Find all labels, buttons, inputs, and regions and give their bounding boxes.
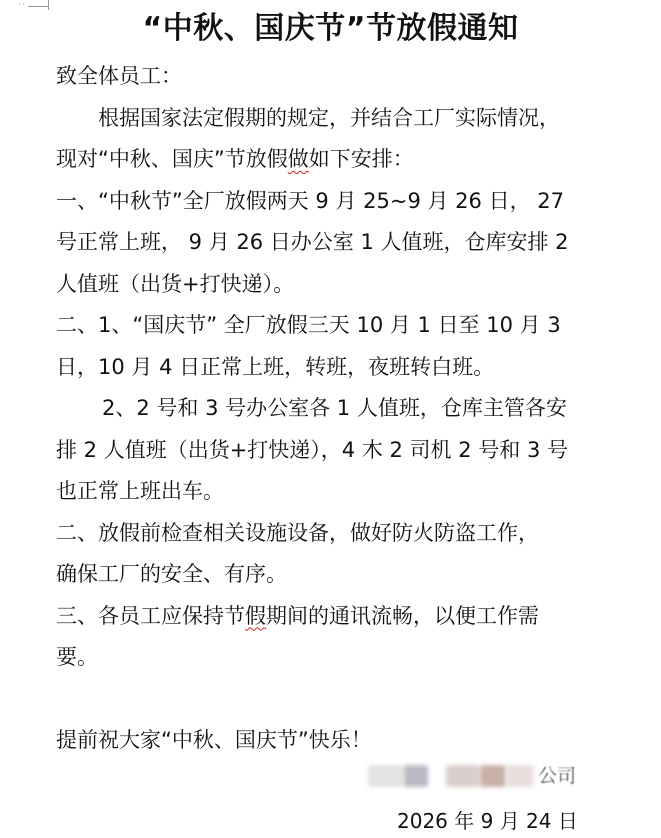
item4-line-2[interactable]: 要。 [56,645,98,669]
closing-greeting[interactable]: 提前祝大家“中秋、国庆节”快乐！ [56,728,372,752]
item1-line-2[interactable]: 号正常上班， 9 月 26 日办公室 1 人值班，仓库安排 2 [56,230,569,254]
redacted-company-name [446,765,480,787]
blank-line [56,679,616,721]
item4-line-1[interactable] [56,596,616,638]
redacted-company-name [506,765,534,787]
intro-text-a: 现对“中秋、国庆”节放假 [56,147,288,171]
intro-line-1[interactable]: 根据国家法定假期的规定，并结合工厂实际情况， [98,105,560,130]
spellcheck-flagged-word[interactable]: 做 [287,147,309,171]
document-body[interactable] [56,56,616,762]
company-name-tail: 公司 [538,765,577,787]
notice-title[interactable]: “中秋、国庆节”节放假通知 [142,11,519,46]
item4-text-a: 三、各员工应保持节 [56,603,245,628]
notice-date[interactable]: 2026 年 9 月 24 日 [397,809,578,833]
item1-line-1[interactable]: 一、“中秋节”全厂放假两天 9 月 25~9 月 26 日， 27 [56,188,564,213]
greeting[interactable]: 致全体员工： [56,64,182,88]
item2b-line-3[interactable]: 也正常上班出车。 [56,479,224,503]
margin-guide-horizontal [28,6,48,7]
item4-text-b: 期间的通讯流畅，以便工作需 [266,603,539,628]
item2b-line-1[interactable]: 2、2 号和 3 号办公室各 1 人值班，仓库主管各安 [102,396,567,420]
item3-line-1[interactable]: 二、放假前检查相关设施设备，做好防火防盗工作， [56,520,539,545]
spellcheck-flagged-word[interactable]: 假 [245,603,266,628]
page-corner-marks: ·· [18,0,26,10]
item2-line-2[interactable]: 日，10 月 4 日正常上班，转班，夜班转白班。 [56,354,495,379]
redacted-company-name [404,765,428,787]
company-signature[interactable] [368,761,608,791]
item1-line-3[interactable]: 人值班（出货+打快递）。 [56,271,295,296]
intro-line-2[interactable] [56,139,616,181]
intro-text-b: 如下安排： [308,147,414,171]
item2b-line-2[interactable]: 排 2 人值班（出货+打快递），4 木 2 司机 2 号和 3 号 [56,437,568,462]
item2-line-1[interactable]: 二、1、“国庆节” 全厂放假三天 10 月 1 日至 10 月 3 [56,313,561,337]
redacted-company-name [480,765,506,787]
redacted-company-name [368,765,404,787]
item3-line-2[interactable]: 确保工厂的安全、有序。 [56,562,287,586]
